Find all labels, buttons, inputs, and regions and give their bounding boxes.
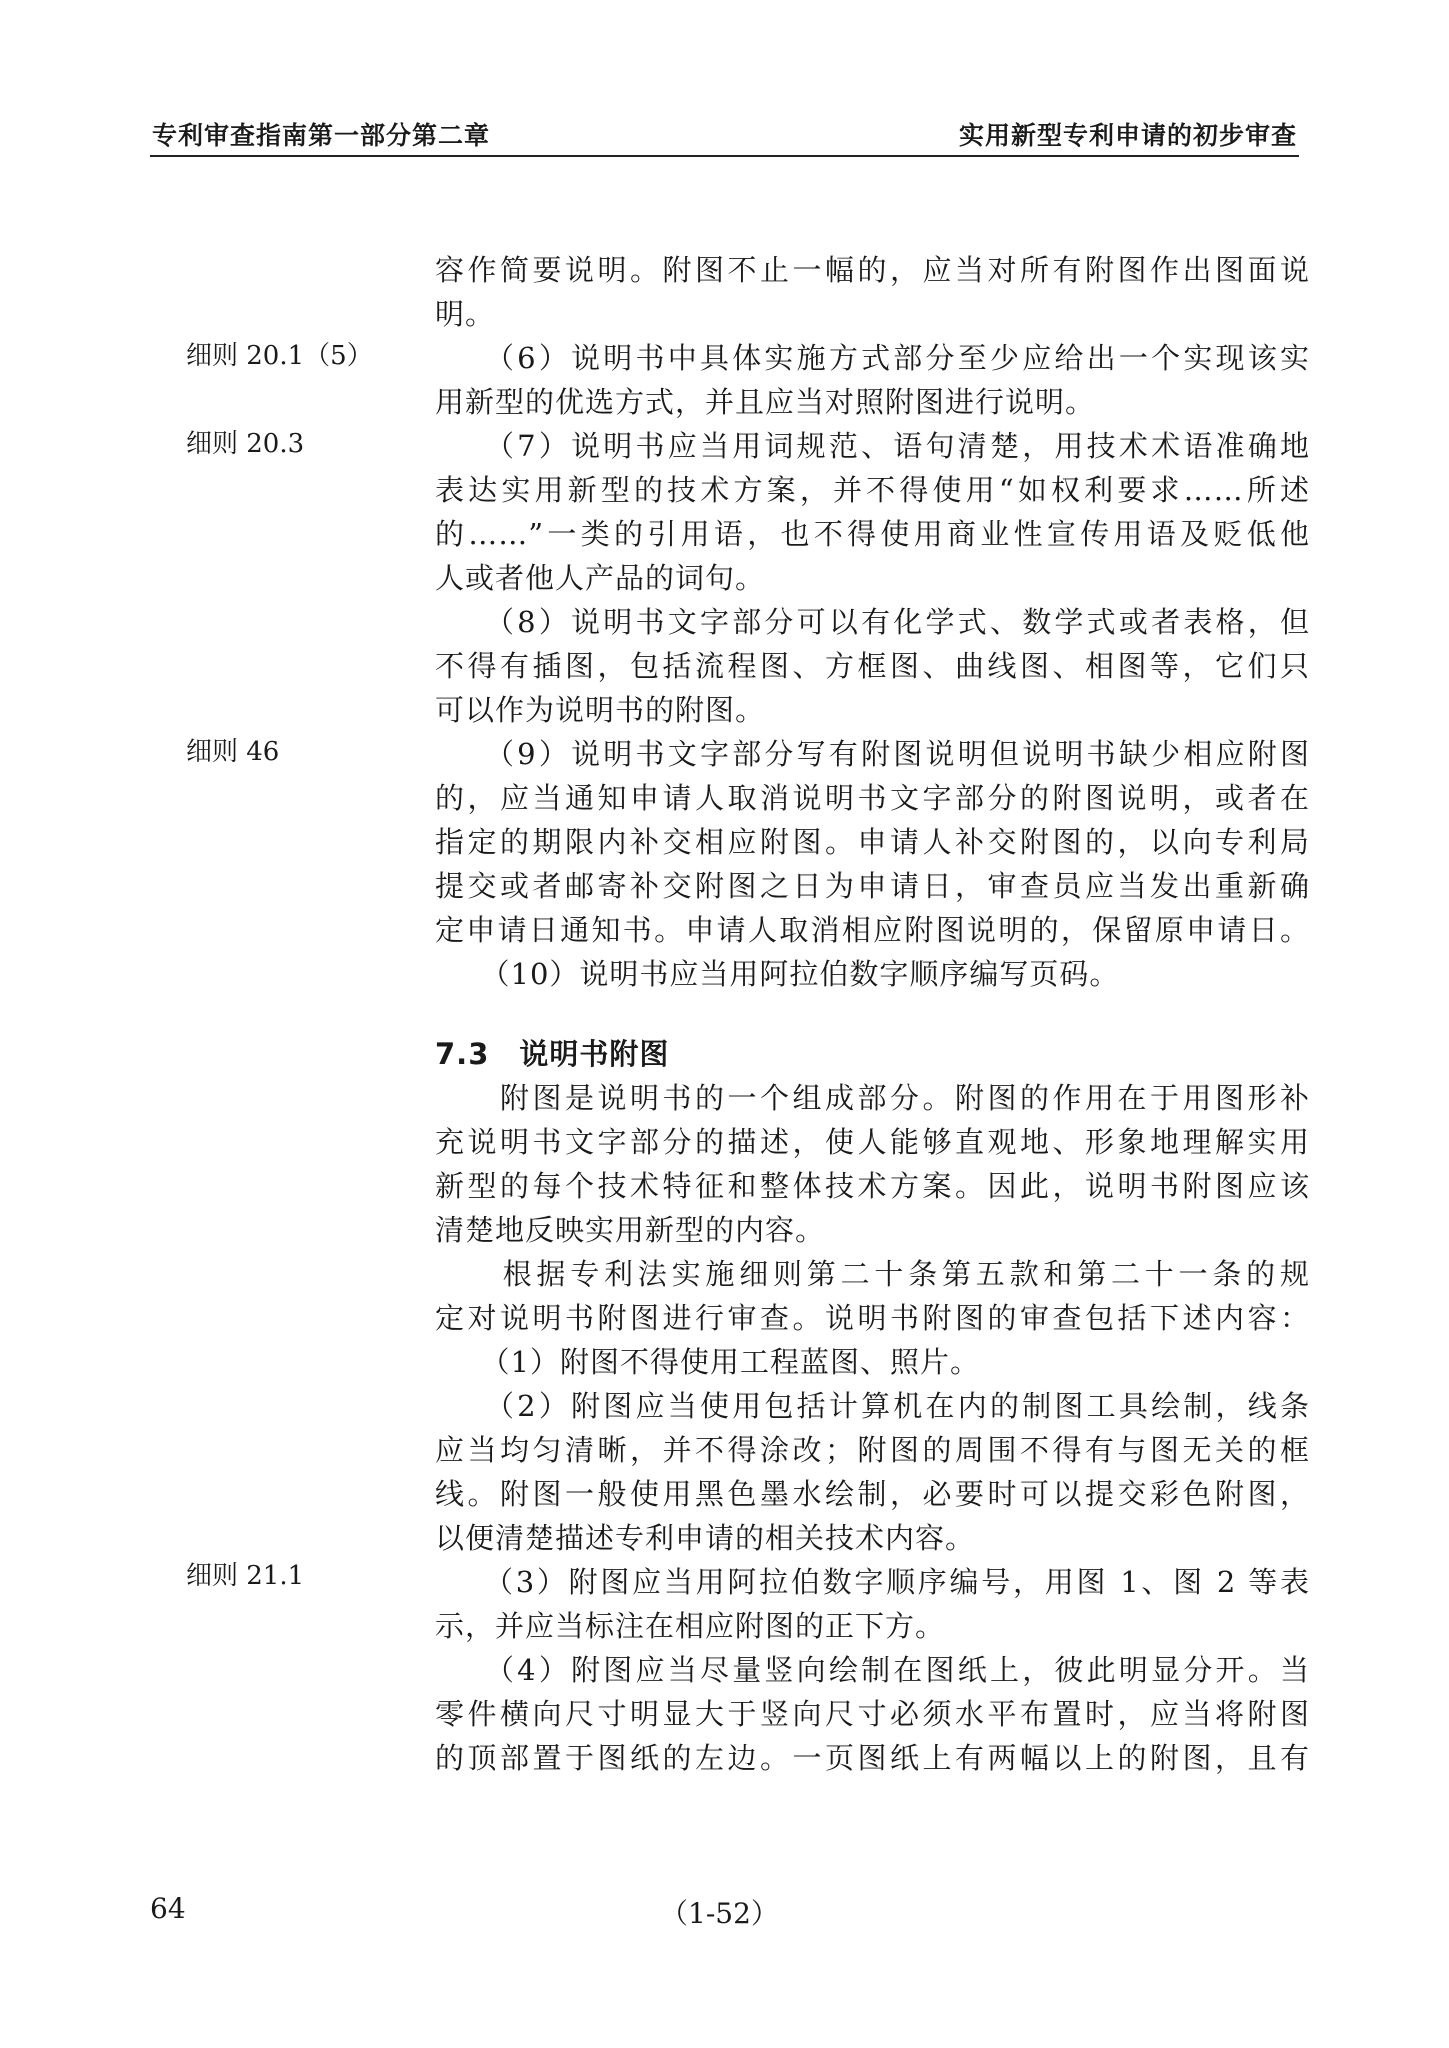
- text-line: 根据专利法实施细则第二十条第五款和第二十一条的规: [435, 1257, 1310, 1291]
- text-line: 不得有插图，包括流程图、方框图、曲线图、相图等，它们只: [435, 649, 1310, 683]
- text-line: （6）说明书中具体实施方式部分至少应给出一个实现该实: [435, 341, 1310, 375]
- text-line: 零件横向尺寸明显大于竖向尺寸必须水平布置时，应当将附图: [435, 1697, 1310, 1731]
- text-line: 表达实用新型的技术方案，并不得使用“如权利要求……所述: [435, 473, 1310, 507]
- text-line: 以便清楚描述专利申请的相关技术内容。: [435, 1521, 976, 1555]
- text-line: （10）说明书应当用阿拉伯数字顺序编写页码。: [435, 957, 1120, 991]
- text-line: 容作简要说明。附图不止一幅的，应当对所有附图作出图面说: [435, 253, 1310, 287]
- text-line: （4）附图应当尽量竖向绘制在图纸上，彼此明显分开。当: [435, 1653, 1310, 1687]
- text-line: （1）附图不得使用工程蓝图、照片。: [435, 1345, 980, 1379]
- running-header-left: 专利审查指南第一部分第二章: [152, 121, 491, 150]
- text-line: 定申请日通知书。申请人取消相应附图说明的，保留原申请日。: [435, 913, 1310, 947]
- text-line: （8）说明书文字部分可以有化学式、数学式或者表格，但: [435, 605, 1310, 639]
- header-rule: [150, 155, 1299, 157]
- margin-note-rule-20-3: 细则 20.3: [186, 429, 305, 459]
- margin-note-rule-46: 细则 46: [186, 737, 280, 767]
- running-header-right: 实用新型专利申请的初步审查: [958, 121, 1297, 150]
- text-line: 指定的期限内补交相应附图。申请人补交附图的，以向专利局: [435, 825, 1310, 859]
- text-line: 提交或者邮寄补交附图之日为申请日，审查员应当发出重新确: [435, 869, 1310, 903]
- text-line: （3）附图应当用阿拉伯数字顺序编号，用图 1、图 2 等表: [435, 1565, 1310, 1599]
- page-number: 64: [150, 1892, 186, 1925]
- text-line: 的顶部置于图纸的左边。一页图纸上有两幅以上的附图，且有: [435, 1741, 1310, 1775]
- text-line: （7）说明书应当用词规范、语句清楚，用技术术语准确地: [435, 429, 1310, 463]
- text-line: 明。: [435, 297, 496, 331]
- section-heading: 7.3 说明书附图: [435, 1037, 670, 1071]
- text-line: 的，应当通知申请人取消说明书文字部分的附图说明，或者在: [435, 781, 1310, 815]
- margin-note-rule-21-1: 细则 21.1: [186, 1561, 305, 1591]
- text-line: 新型的每个技术特征和整体技术方案。因此，说明书附图应该: [435, 1169, 1310, 1203]
- text-line: （9）说明书文字部分写有附图说明但说明书缺少相应附图: [435, 737, 1310, 771]
- text-line: 示，并应当标注在相应附图的正下方。: [435, 1609, 946, 1643]
- text-line: 用新型的优选方式，并且应当对照附图进行说明。: [435, 385, 1096, 419]
- page-code: （1-52）: [660, 1897, 779, 1930]
- text-line: 清楚地反映实用新型的内容。: [435, 1213, 826, 1247]
- text-line: 应当均匀清晰，并不得涂改；附图的周围不得有与图无关的框: [435, 1433, 1310, 1467]
- text-line: 定对说明书附图进行审查。说明书附图的审查包括下述内容：: [435, 1301, 1310, 1335]
- text-line: 充说明书文字部分的描述，使人能够直观地、形象地理解实用: [435, 1125, 1310, 1159]
- margin-note-rule-20-1-5: 细则 20.1（5）: [186, 341, 373, 371]
- text-line: 人或者他人产品的词句。: [435, 561, 766, 595]
- text-line: （2）附图应当使用包括计算机在内的制图工具绘制，线条: [435, 1389, 1310, 1423]
- text-line: 附图是说明书的一个组成部分。附图的作用在于用图形补: [435, 1081, 1310, 1115]
- text-line: 的……”一类的引用语，也不得使用商业性宣传用语及贬低他: [435, 517, 1310, 551]
- text-line: 线。附图一般使用黑色墨水绘制，必要时可以提交彩色附图，: [435, 1477, 1310, 1511]
- text-line: 可以作为说明书的附图。: [435, 693, 766, 727]
